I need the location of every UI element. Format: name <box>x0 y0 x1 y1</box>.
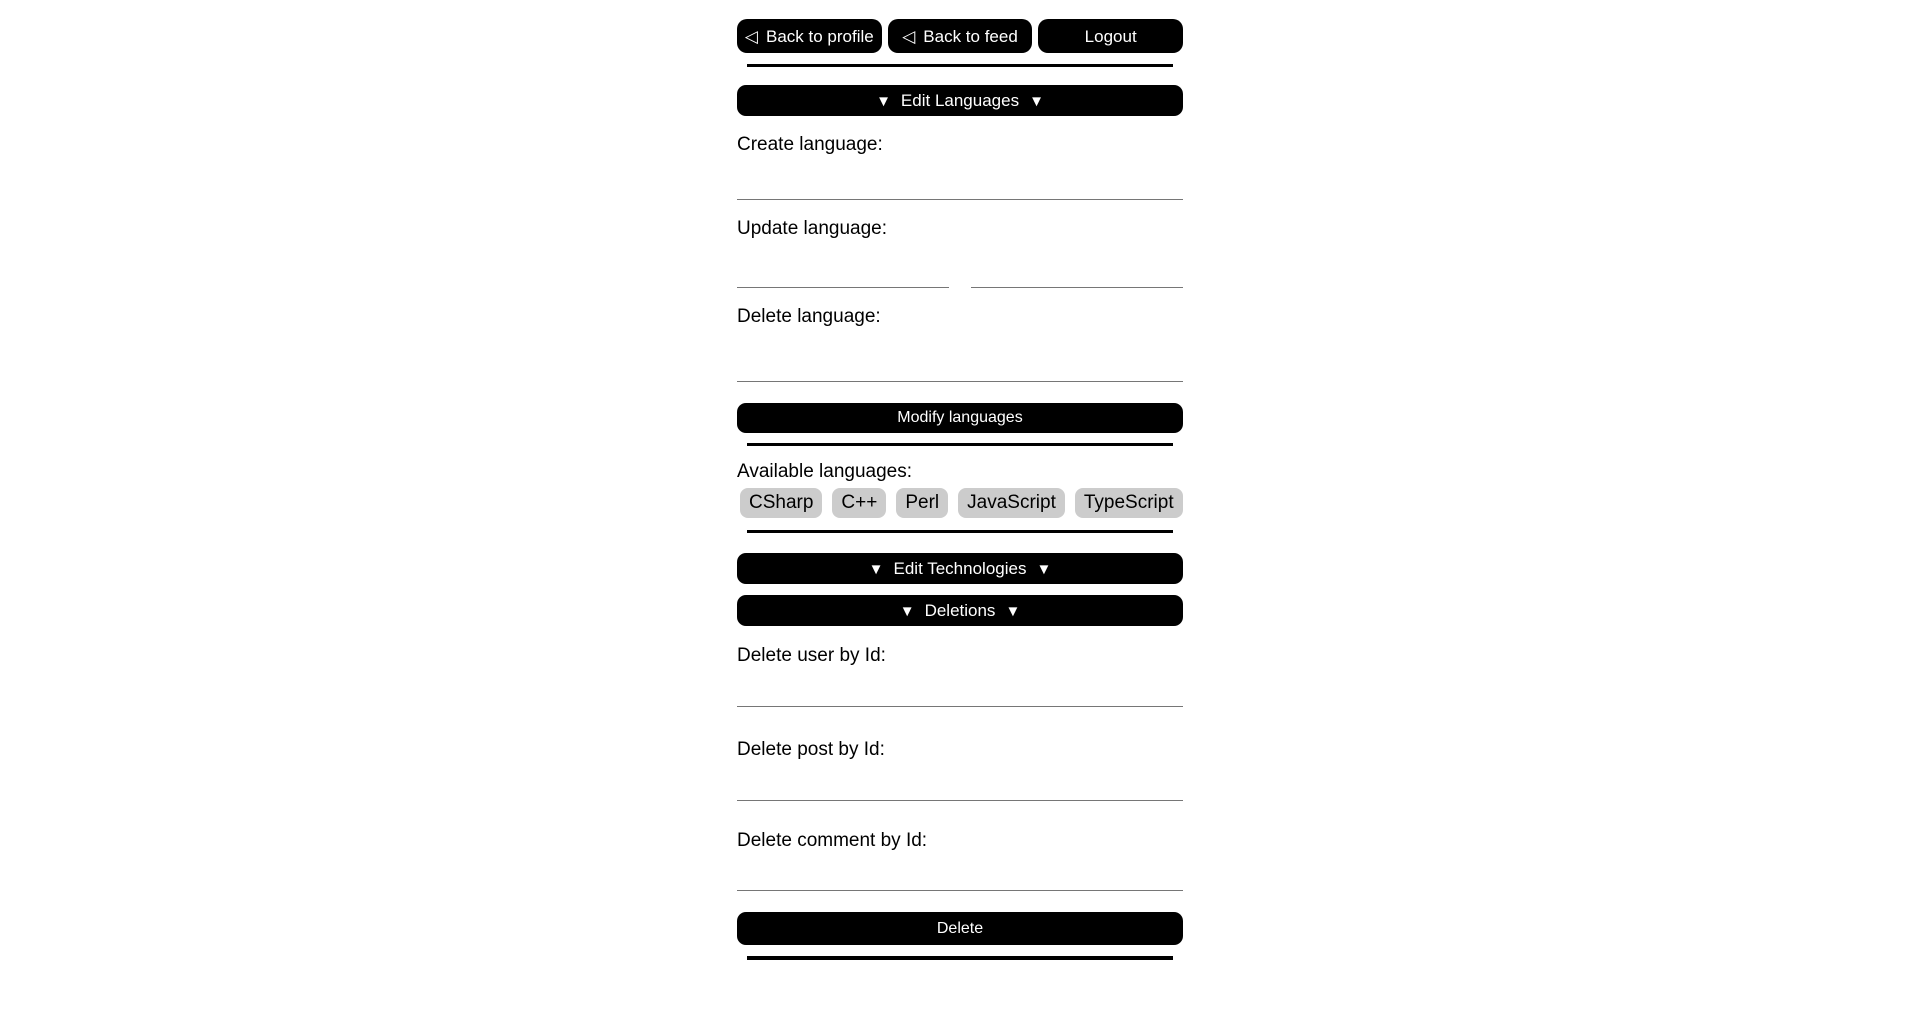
toolbar <box>737 19 1183 53</box>
delete-comment-label: Delete comment by Id: <box>737 830 928 851</box>
edit-technologies-label: Edit Technologies <box>893 559 1027 578</box>
delete-language-label: Delete language: <box>737 306 881 327</box>
separator <box>747 530 1173 533</box>
logout-button[interactable]: Logout <box>1038 19 1183 53</box>
caret-down-icon: ▼ <box>1029 93 1044 110</box>
create-language-label: Create language: <box>737 134 883 155</box>
available-languages-label: Available languages: <box>737 461 913 482</box>
update-language-row <box>737 258 1183 288</box>
delete-language-input[interactable] <box>737 352 1183 382</box>
language-chip[interactable]: TypeScript <box>1075 488 1183 518</box>
delete-comment-id-input[interactable] <box>737 861 1183 891</box>
caret-down-icon: ▼ <box>876 93 891 110</box>
delete-user-id-input[interactable] <box>737 677 1183 707</box>
delete-button[interactable]: Delete <box>737 912 1183 945</box>
edit-technologies-toggle[interactable] <box>737 553 1183 584</box>
language-chip[interactable]: JavaScript <box>958 488 1065 518</box>
caret-down-icon: ▼ <box>868 561 884 578</box>
delete-user-label: Delete user by Id: <box>737 645 886 666</box>
update-language-new-input[interactable] <box>971 258 1183 288</box>
create-language-input[interactable] <box>737 170 1183 200</box>
available-languages-list <box>740 488 1183 518</box>
back-to-feed-label: Back to feed <box>923 26 1018 46</box>
back-to-feed-button[interactable] <box>888 19 1033 53</box>
language-chip[interactable]: C++ <box>832 488 886 518</box>
deletions-label: Deletions <box>924 601 996 620</box>
language-chip[interactable]: CSharp <box>740 488 822 518</box>
back-to-profile-button[interactable] <box>737 19 882 53</box>
back-to-profile-label: Back to profile <box>766 26 874 46</box>
back-icon: ◁ <box>744 26 758 46</box>
back-icon: ◁ <box>902 26 916 46</box>
caret-down-icon: ▼ <box>1005 603 1021 620</box>
modify-languages-button[interactable]: Modify languages <box>737 403 1183 433</box>
deletions-toggle[interactable] <box>737 595 1183 626</box>
separator <box>747 443 1173 446</box>
main-column <box>737 0 1183 960</box>
caret-down-icon: ▼ <box>1036 561 1052 578</box>
update-language-old-input[interactable] <box>737 258 949 288</box>
update-language-label: Update language: <box>737 218 888 239</box>
edit-languages-toggle[interactable] <box>737 85 1183 116</box>
language-chip[interactable]: Perl <box>896 488 948 518</box>
caret-down-icon: ▼ <box>899 603 915 620</box>
separator <box>747 64 1173 67</box>
edit-languages-label: Edit Languages <box>900 91 1020 110</box>
delete-post-id-input[interactable] <box>737 771 1183 801</box>
delete-post-label: Delete post by Id: <box>737 739 885 760</box>
separator <box>747 956 1173 960</box>
